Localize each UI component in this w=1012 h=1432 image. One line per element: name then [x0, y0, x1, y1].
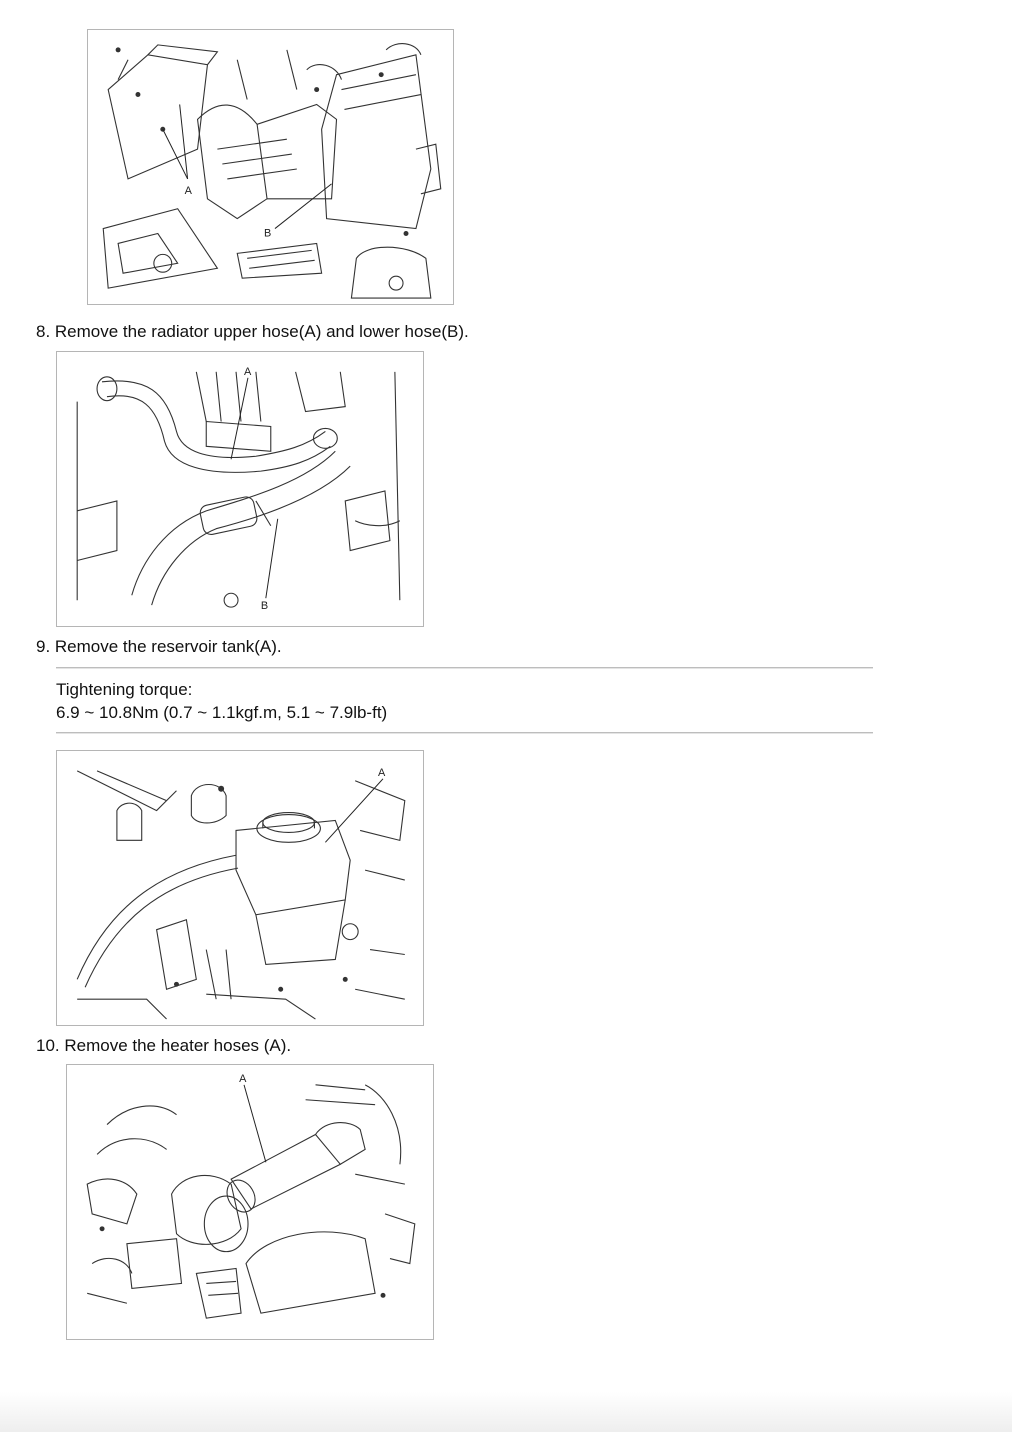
step-8-text: 8. Remove the radiator upper hose(A) and lower hose(B). — [36, 322, 469, 341]
reservoir-tank-illustration — [57, 751, 423, 1025]
torque-note-value: 6.9 ~ 10.8Nm (0.7 ~ 1.1kgf.m, 5.1 ~ 7.9lb-ft) — [56, 703, 388, 722]
radiator-hoses-illustration — [57, 352, 423, 626]
figure-heater-hoses — [66, 1064, 434, 1340]
note-top-rule — [56, 667, 873, 668]
note-bottom-rule — [56, 732, 873, 733]
air-cleaner-illustration — [88, 30, 453, 304]
step-9-text: 9. Remove the reservoir tank(A). — [36, 637, 282, 656]
page-bottom-shade — [0, 1392, 1012, 1432]
figure4-label-a: A — [239, 1072, 247, 1085]
step-10-text: 10. Remove the heater hoses (A). — [36, 1036, 292, 1055]
heater-hoses-illustration — [67, 1065, 433, 1339]
figure1-label-b: B — [264, 227, 272, 240]
figure-reservoir-tank — [56, 750, 424, 1026]
figure1-label-a: A — [184, 184, 192, 197]
figure2-label-a: A — [243, 365, 252, 378]
torque-note-title: Tightening torque: — [56, 680, 193, 699]
figure-air-cleaner — [87, 29, 454, 305]
figure3-label-a: A — [377, 766, 386, 779]
torque-note — [56, 678, 387, 724]
figure-radiator-hoses — [56, 351, 424, 627]
figure2-label-b: B — [260, 600, 269, 613]
